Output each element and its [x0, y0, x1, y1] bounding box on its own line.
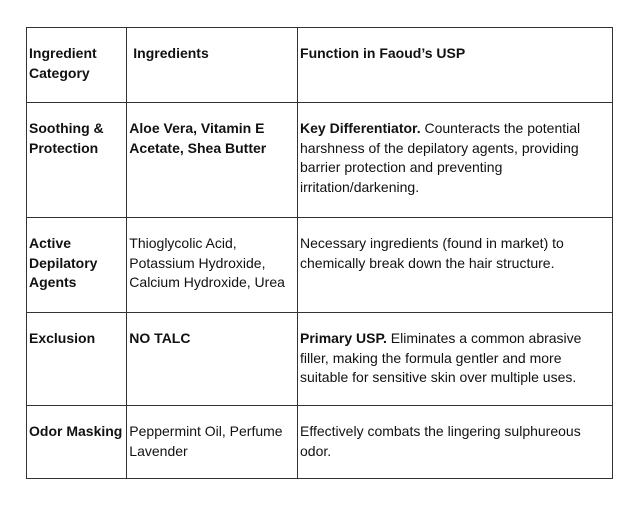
- category-cell: Odor Masking: [27, 406, 127, 479]
- function-text: Necessary ingredients (found in market) to chemically break down the hair structure.: [300, 235, 564, 271]
- header-category: Ingredient Category: [27, 28, 127, 103]
- table-row: [27, 218, 613, 313]
- table-row: [27, 406, 613, 479]
- header-function: Function in Faoud’s USP: [298, 28, 613, 103]
- function-text: Eliminates a common abrasive filler, making the formula gentler and more suitable for sensitive skin over multiple uses.: [300, 330, 582, 385]
- category-cell: Soothing & Protection: [27, 103, 127, 218]
- function-text: Counteracts the potential harshness of the depilatory agents, providing barrier protection and preventing irritation/darkening.: [300, 120, 581, 195]
- ingredients-cell: Thioglycolic Acid, Potassium Hydroxide, Calcium Hydroxide, Urea: [127, 218, 298, 313]
- header-ingredients: Ingredients: [127, 28, 298, 103]
- function-cell: [298, 313, 613, 406]
- ingredients-cell: NO TALC: [127, 313, 298, 406]
- table-row: [27, 103, 613, 218]
- category-cell: Active Depilatory Agents: [27, 218, 127, 313]
- function-text: Effectively combats the lingering sulphureous odor.: [300, 423, 581, 459]
- ingredients-cell: Aloe Vera, Vitamin E Acetate, Shea Butter: [127, 103, 298, 218]
- function-lead: Key Differentiator.: [300, 120, 421, 136]
- ingredients-table: [26, 27, 613, 479]
- function-cell: [298, 406, 613, 479]
- function-cell: [298, 103, 613, 218]
- ingredients-cell: Peppermint Oil, Perfume Lavender: [127, 406, 298, 479]
- table-row: [27, 313, 613, 406]
- function-cell: [298, 218, 613, 313]
- function-lead: Primary USP.: [300, 330, 387, 346]
- category-cell: Exclusion: [27, 313, 127, 406]
- table-header-row: [27, 28, 613, 103]
